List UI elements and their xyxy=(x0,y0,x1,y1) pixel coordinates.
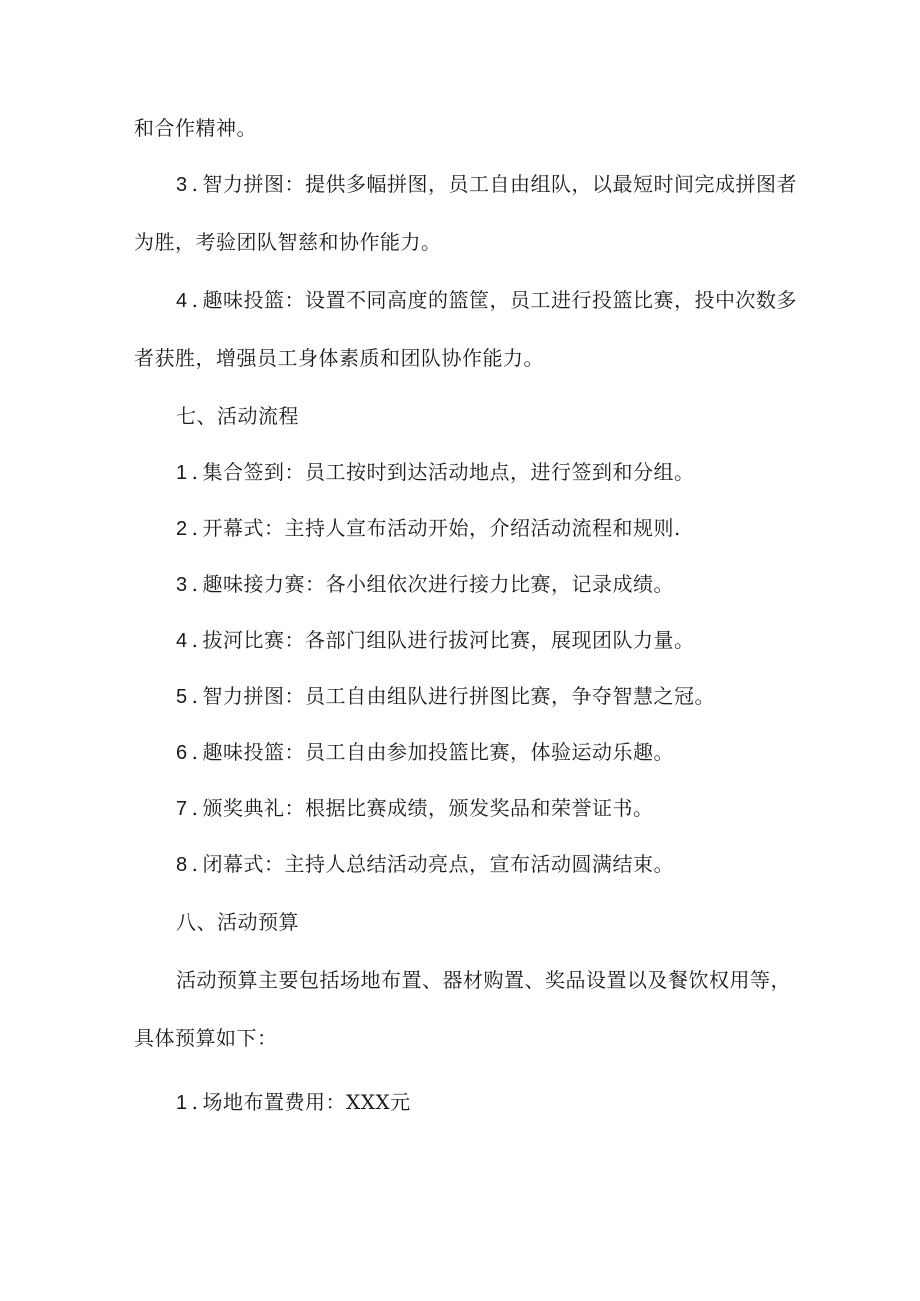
section-heading-7 xyxy=(176,404,299,428)
flow-item-6 xyxy=(176,740,674,765)
item-text: 趣味投篮：员工自由参加投篮比赛，体验运动乐趣。 xyxy=(202,740,674,764)
paragraph-line xyxy=(134,346,544,370)
item-number: 1 xyxy=(176,1092,188,1114)
list-item-3-puzzle xyxy=(176,172,797,197)
item-dot: . xyxy=(191,628,199,652)
flow-item-7 xyxy=(176,796,653,821)
item-number: 3 xyxy=(176,174,188,196)
item-number: 6 xyxy=(176,742,188,764)
item-dot: . xyxy=(191,1090,199,1114)
flow-item-8 xyxy=(176,852,674,877)
line-text: 具体预算如下： xyxy=(134,1026,278,1050)
item-text: 闭幕式：主持人总结活动亮点，宣布活动圆满结束。 xyxy=(202,852,674,876)
item-number: 4 xyxy=(176,290,188,312)
item-text: 颁奖典礼：根据比赛成绩，颁发奖品和荣誉证书。 xyxy=(202,796,654,820)
item-dot: . xyxy=(191,684,199,708)
paragraph-line xyxy=(134,230,442,254)
item-dot: . xyxy=(191,516,199,540)
item-number: 1 xyxy=(176,462,188,484)
flow-item-1 xyxy=(176,460,694,485)
item-text: 场地布置费用：XXX元 xyxy=(202,1090,411,1114)
item-dot: . xyxy=(191,572,199,596)
list-item-4-basketball xyxy=(176,288,797,313)
item-dot: . xyxy=(191,288,199,312)
item-number: 3 xyxy=(176,574,188,596)
item-dot: . xyxy=(191,172,199,196)
item-text: 集合签到：员工按时到达活动地点，进行签到和分组。 xyxy=(202,460,695,484)
flow-item-3 xyxy=(176,572,674,597)
line-text: 活动预算主要包括场地布置、器材购置、奖品设置以及餐饮权用等， xyxy=(176,968,791,992)
flow-item-2 xyxy=(176,516,681,541)
item-dot: . xyxy=(191,460,199,484)
paragraph-line xyxy=(176,968,791,992)
budget-item-1 xyxy=(176,1090,411,1115)
item-dot: . xyxy=(191,852,199,876)
line-text: 为胜，考验团队智慈和协作能力。 xyxy=(134,230,442,254)
item-number: 2 xyxy=(176,518,188,540)
item-number: 4 xyxy=(176,630,188,652)
item-text: 智力拼图：员工自由组队进行拼图比赛，争夺智慧之冠。 xyxy=(202,684,715,708)
item-text: 拔河比赛：各部门组队进行拔河比赛，展现团队力量。 xyxy=(202,628,695,652)
heading-text: 八、活动预算 xyxy=(176,910,299,934)
paragraph-line xyxy=(134,116,257,140)
item-number: 7 xyxy=(176,798,188,820)
heading-text: 七、活动流程 xyxy=(176,404,299,428)
item-number: 8 xyxy=(176,854,188,876)
item-number: 5 xyxy=(176,686,188,708)
section-heading-8 xyxy=(176,910,299,934)
item-text: 智力拼图：提供多幅拼图，员工自由组队，以最短时间完成拼图者 xyxy=(202,172,797,196)
flow-item-4 xyxy=(176,628,694,653)
paragraph-line xyxy=(134,1026,278,1050)
item-text: 趣味接力赛：各小组依次进行接力比赛，记录成绩。 xyxy=(202,572,674,596)
item-text: 趣味投篮：设置不同高度的篮筐，员工进行投篮比赛，投中次数多 xyxy=(202,288,797,312)
item-text: 开幕式：主持人宣布活动开始，介绍活动流程和规则. xyxy=(202,516,681,540)
flow-item-5 xyxy=(176,684,715,709)
item-dot: . xyxy=(191,796,199,820)
line-text: 和合作精神。 xyxy=(134,116,257,140)
item-dot: . xyxy=(191,740,199,764)
line-text: 者获胜，增强员工身体素质和团队协作能力。 xyxy=(134,346,544,370)
